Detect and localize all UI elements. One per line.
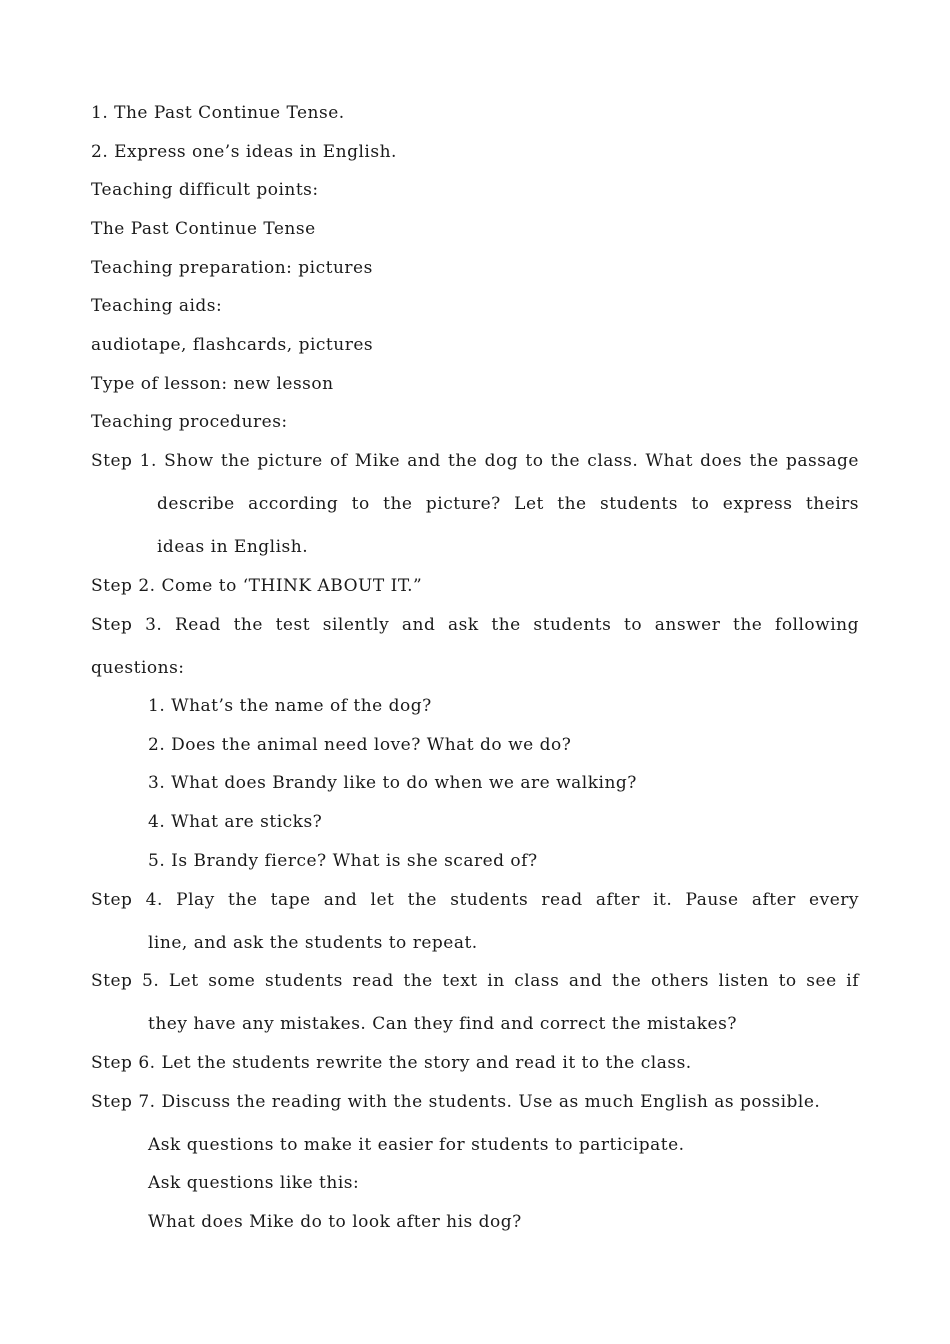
procedures-heading: Teaching procedures: xyxy=(91,412,288,432)
step-6: Step 6. Let the students rewrite the story and read it to the class. xyxy=(91,1053,692,1073)
difficult-points-value: The Past Continue Tense xyxy=(91,219,316,239)
teaching-aids-heading: Teaching aids: xyxy=(91,296,223,316)
step-5-line-2: they have any mistakes. Can they find and correct the mistakes? xyxy=(148,1014,737,1034)
question-2: 2. Does the animal need love? What do we do? xyxy=(148,735,572,755)
question-4: 4. What are sticks? xyxy=(148,812,323,832)
objective-2: 2. Express one’s ideas in English. xyxy=(91,142,397,162)
step-1-line-1: Step 1. Show the picture of Mike and the dog to the class. What does the passage xyxy=(91,451,859,471)
question-5: 5. Is Brandy fierce? What is she scared of? xyxy=(148,851,538,871)
teaching-aids-value: audiotape, flashcards, pictures xyxy=(91,335,374,355)
lesson-type: Type of lesson: new lesson xyxy=(91,374,334,394)
step-4-line-2: line, and ask the students to repeat. xyxy=(148,933,478,953)
step-7-line-1: Step 7. Discuss the reading with the students. Use as much English as possible. xyxy=(91,1092,821,1112)
step-2: Step 2. Come to ‘THINK ABOUT IT.” xyxy=(91,576,423,596)
difficult-points-heading: Teaching difficult points: xyxy=(91,180,319,200)
step-7-line-3: Ask questions like this: xyxy=(148,1173,360,1193)
step-5-line-1: Step 5. Let some students read the text in class and the others listen to see if xyxy=(91,971,859,991)
step-4-line-1: Step 4. Play the tape and let the students read after it. Pause after every xyxy=(91,890,859,910)
step-7-line-2: Ask questions to make it easier for students to participate. xyxy=(148,1135,685,1155)
step-7-line-4: What does Mike do to look after his dog? xyxy=(148,1212,522,1232)
step-3-line-2: questions: xyxy=(91,658,185,678)
step-1-line-2: describe according to the picture? Let the students to express theirs xyxy=(157,494,859,514)
question-1: 1. What’s the name of the dog? xyxy=(148,696,432,716)
step-1-line-3: ideas in English. xyxy=(157,537,309,557)
question-3: 3. What does Brandy like to do when we are walking? xyxy=(148,773,637,793)
objective-1: 1. The Past Continue Tense. xyxy=(91,103,345,123)
step-3-line-1: Step 3. Read the test silently and ask the students to answer the following xyxy=(91,615,859,635)
teaching-preparation: Teaching preparation: pictures xyxy=(91,258,373,278)
